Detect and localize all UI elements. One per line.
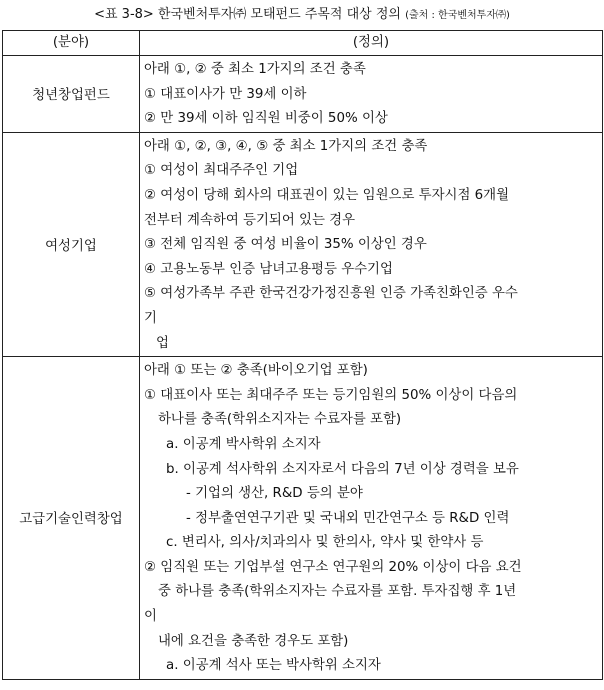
- definition-line: 아래 ① 또는 ② 충족(바이오기업 포함): [144, 363, 368, 379]
- definition-cell: [140, 56, 603, 133]
- category-cell: 청년창업펀드: [3, 56, 140, 133]
- definition-line: ③ 전체 임직원 중 여성 비율이 35% 이상인 경우: [144, 237, 427, 253]
- definition-line: c. 변리사, 의사/치과의사 및 한의사, 약사 및 한약사 등: [166, 535, 484, 551]
- definition-line: ② 만 39세 이하 임직원 비중이 50% 이상: [144, 111, 388, 127]
- definition-line: 아래 ①, ② 중 최소 1가지의 조건 충족: [144, 62, 366, 77]
- header-category: (분야): [3, 31, 140, 56]
- definition-line: a. 이공계 석사 또는 박사학위 소지자: [166, 658, 381, 674]
- definition-line: - 정부출연연구기관 및 국내외 민간연구소 등 R&D 인력: [186, 510, 510, 526]
- definition-line: ① 대표이사 또는 최대주주 또는 등기임원의 50% 이상이 다음의: [144, 387, 518, 403]
- definition-line: - 기업의 생산, R&D 등의 분야: [186, 486, 363, 502]
- definition-line: ② 임직원 또는 기업부설 연구소 연구원의 20% 이상이 다음 요건: [144, 559, 522, 575]
- definition-line: 업: [156, 335, 169, 351]
- caption-title: <표 3-8> 한국벤처투자㈜ 모태펀드 주목적 대상 정의: [94, 7, 401, 22]
- header-row: [3, 31, 603, 56]
- definition-cell: [140, 132, 603, 356]
- definition-line: ② 여성이 당해 회사의 대표권이 있는 임원으로 투자시점 6개월: [144, 187, 510, 203]
- definition-line: ① 대표이사가 만 39세 이하: [144, 86, 307, 102]
- definition-line: 전부터 계속하여 등기되어 있는 경우: [144, 212, 356, 228]
- definition-line: ⑤ 여성가족부 주관 한국건강가정진흥원 인증 가족친화인증 우수: [144, 286, 518, 302]
- table-caption: [0, 6, 604, 25]
- definition-line: 기: [144, 310, 157, 326]
- definition-line: a. 이공계 박사학위 소지자: [166, 436, 321, 452]
- category-cell: 여성기업: [3, 132, 140, 356]
- definition-line: ① 여성이 최대주주인 기업: [144, 163, 299, 179]
- definition-line: 하나를 충족(학위소지자는 수료자를 포함): [158, 412, 402, 428]
- table-row-women-enterprise: [3, 132, 603, 356]
- definition-line: b. 이공계 석사학위 소지자로서 다음의 7년 이상 경력을 보유: [166, 461, 519, 477]
- definition-line: 이: [144, 609, 157, 625]
- definition-line: 내에 요건을 충족한 경우도 포함): [158, 633, 349, 649]
- definition-table: [2, 30, 603, 680]
- definition-line: ④ 고용노동부 인증 남녀고용평등 우수기업: [144, 261, 393, 277]
- table-row-advanced-tech-startup: [3, 357, 603, 680]
- definition-line: 아래 ①, ②, ③, ④, ⑤ 중 최소 1가지의 조건 충족: [144, 138, 428, 154]
- header-definition: (정의): [140, 31, 603, 56]
- category-cell: 고급기술인력창업: [3, 357, 140, 680]
- table-row-youth-startup: [3, 56, 603, 133]
- definition-line: 중 하나를 충족(학위소지자는 수료자를 포함. 투자집행 후 1년: [158, 584, 517, 600]
- definition-cell: [140, 357, 603, 680]
- caption-source: (출처 : 한국벤처투자㈜): [405, 10, 510, 21]
